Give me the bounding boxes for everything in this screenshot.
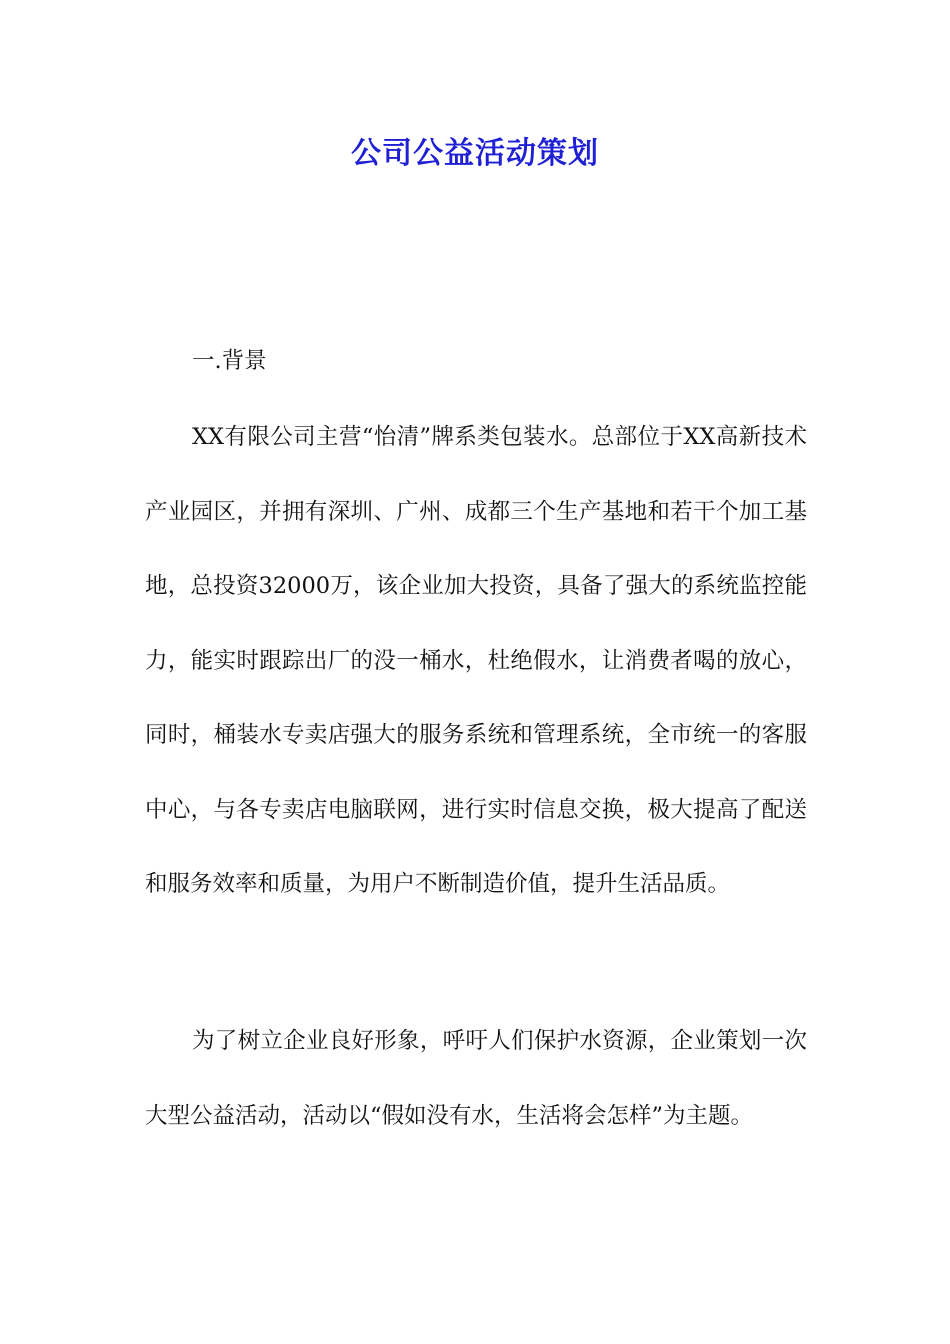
section-heading-background: 一.背景 [192,348,267,374]
paragraph-company-background: XX有限公司主营“怡清”牌系类包装水。总部位于XX高新技术产业园区，并拥有深圳、广州、成都三个生产基地和若干个加工基地，总投资32000万，该企业加大投资，具备了强大的系统监控能力，能实时跟踪出厂的没一桶水，杜绝假水，让消费者喝的放心，同时，桶装水专卖店强大的服务系统和管理系统，全市统一的客服中心，与各专卖店电脑联网，进行实时信息交换，极大提高了配送和服务效率和质量，为用户不断制造价值，提升生活品质。 [145,424,807,897]
paragraph-activity-theme: 为了树立企业良好形象，呼吁人们保护水资源，企业策划一次大型公益活动，活动以“假如没有水，生活将会怎样”为主题。 [145,1028,807,1129]
document-title: 公司公益活动策划 [351,136,599,171]
